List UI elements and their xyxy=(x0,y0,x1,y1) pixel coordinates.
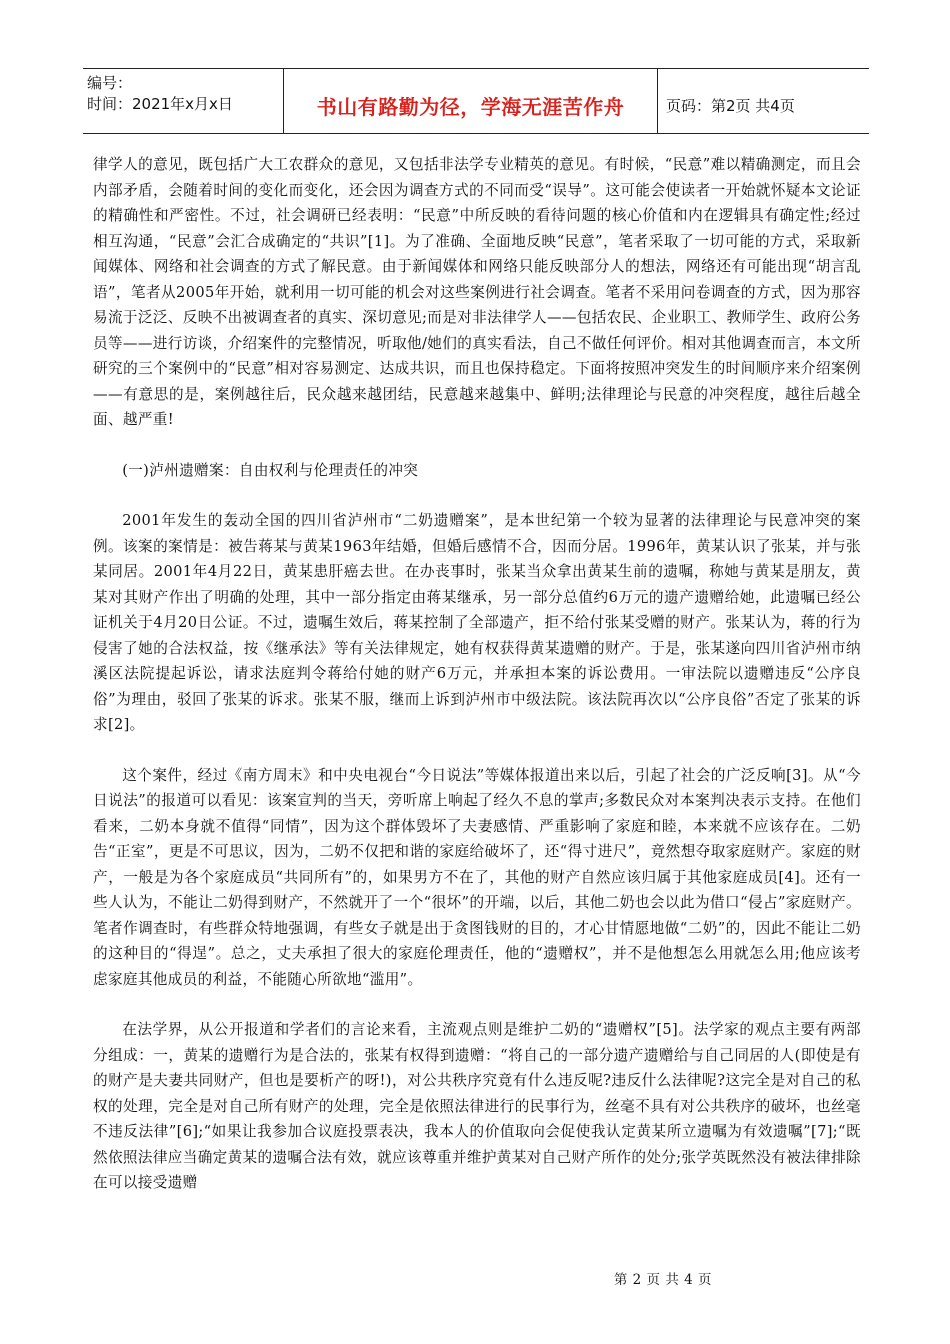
body-paragraph-1: 律学人的意见，既包括广大工农群众的意见，又包括非法学专业精英的意见。有时候，“民意”难以精确测定，而且会内部矛盾，会随着时间的变化而变化，还会因为调查方式的不同而受“误导”。这可能会使读者一开始就怀疑本文论证的精确性和严密性。不过，社会调研已经表明：“民意”中所反映的看待问题的核心价值和内在逻辑具有确定性;经过相互沟通，“民意”会汇合成确定的“共识”[1]。为了准确、全面地反映“民意”，笔者采取了一切可能的方式，采取新闻媒体、网络和社会调查的方式了解民意。由于新闻媒体和网络只能反映部分人的想法，网络还有可能出现“胡言乱语”，笔者从2005年开始，就利用一切可能的机会对这些案例进行社会调查。笔者不采用问卷调查的方式，因为那容易流于泛泛、反映不出被调查者的真实、深切意见;而是对非法律学人——包括农民、企业职工、教师学生、政府公务员等——进行访谈，介绍案件的完整情况，听取他/她们的真实看法，自己不做任何评价。相对其他调查而言，本文所研究的三个案例中的“民意”相对容易测定、达成共识，而且也保持稳定。下面将按照冲突发生的时间顺序来介绍案例——有意思的是，案例越往后，民众越来越团结，民意越来越集中、鲜明;法律理论与民意的冲突程度，越往后越全面、越严重! xyxy=(93,156,861,428)
header-page-info: 页码：第2页 共4页 xyxy=(666,96,795,115)
header-page-info-cell xyxy=(658,69,869,133)
page-header xyxy=(83,68,869,134)
header-meta xyxy=(83,69,284,133)
header-motto: 书山有路勤为径，学海无涯苦作舟 xyxy=(316,94,625,119)
header-motto-cell xyxy=(284,69,658,133)
body-paragraph-4: 在法学界，从公开报道和学者们的言论来看，主流观点则是维护二奶的“遗赠权”[5]。法学家的观点主要有两部分组成：一，黄某的遗赠行为是合法的，张某有权得到遗赠：“将自己的一部分遗产遗赠给与自己同居的人(即使是有的财产是夫妻共同财产，但也是要析产的呀!)，对公共秩序究竟有什么违反呢?违反什么法律呢?这完全是对自己的私权的处理，完全是对自己所有财产的处理，完全是依照法律进行的民事行为，丝毫不具有对公共秩序的破坏，也丝毫不违反法律”[6];“如果让我参加合议庭投票表决，我本人的价值取向会促使我认定黄某所立遗嘱为有效遗嘱”[7];“既然依照法律应当确定黄某的遗嘱合法有效，就应该尊重并维护黄某对自己财产所作的处分;张学英既然没有被法律排除在可以接受遗赠 xyxy=(93,1021,861,1191)
footer-page-number: 第 2 页 共 4 页 xyxy=(613,1272,712,1288)
body-paragraph-3: 这个案件，经过《南方周末》和中央电视台“今日说法”等媒体报道出来以后，引起了社会的广泛反响[3]。从“今日说法”的报道可以看见：该案宣判的当天，旁听席上响起了经久不息的掌声;多数民众对本案判决表示支持。在他们看来，二奶本身就不值得“同情”，因为这个群体毁坏了夫妻感情、严重影响了家庭和睦，本来就不应该存在。二奶告“正室”，更是不可思议，因为，二奶不仅把和谐的家庭给破坏了，还“得寸进尺”，竟然想夺取家庭财产。家庭的财产，一般是为各个家庭成员“共同所有”的，如果男方不在了，其他的财产自然应该归属于其他家庭成员[4]。还有一些人认为，不能让二奶得到财产，不然就开了一个“很坏”的开端，以后，其他二奶也会以此为借口“侵占”家庭财产。笔者作调查时，有些群众特地强调，有些女子就是出于贪图钱财的目的，才心甘情愿地做“二奶”的，因此不能让二奶的这种目的“得逞”。总之，丈夫承担了很大的家庭伦理责任，他的“遗赠权”，并不是他想怎么用就怎么用;他应该考虑家庭其他成员的利益，不能随心所欲地“滥用”。 xyxy=(93,766,861,988)
body-paragraph-2: 2001年发生的轰动全国的四川省泸州市“二奶遗赠案”，是本世纪第一个较为显著的法律理论与民意冲突的案例。该案的案情是：被告蒋某与黄某1963年结婚，但婚后感情不合，因而分居。1996年，黄某认识了张某，并与张某同居。2001年4月22日，黄某患肝癌去世。在办丧事时，张某当众拿出黄某生前的遗嘱，称她与黄某是朋友，黄某对其财产作出了明确的处理，其中一部分指定由蒋某继承，另一部分总值约6万元的遗产遗赠给她，此遗嘱已经公证机关于4月20日公证。不过，遗嘱生效后，蒋某控制了全部遗产，拒不给付张某受赠的财产。张某认为，蒋的行为侵害了她的合法权益，按《继承法》等有关法律规定，她有权获得黄某遗赠的财产。于是，张某遂向四川省泸州市纳溪区法院提起诉讼，请求法庭判令蒋给付她的财产6万元，并承担本案的诉讼费用。一审法院以遗赠违反“公序良俗”为理由，驳回了张某的诉求。张某不服，继而上诉到泸州市中级法院。该法院再次以“公序良俗”否定了张某的诉求[2]。 xyxy=(93,512,861,733)
header-time-label: 时间：2021年x月x日 xyxy=(87,95,233,113)
section-heading: (一)泸州遗赠案：自由权利与伦理责任的冲突 xyxy=(122,461,419,479)
document-body xyxy=(93,152,861,1221)
header-number-label: 编号： xyxy=(87,74,133,92)
page-footer xyxy=(0,1268,950,1288)
